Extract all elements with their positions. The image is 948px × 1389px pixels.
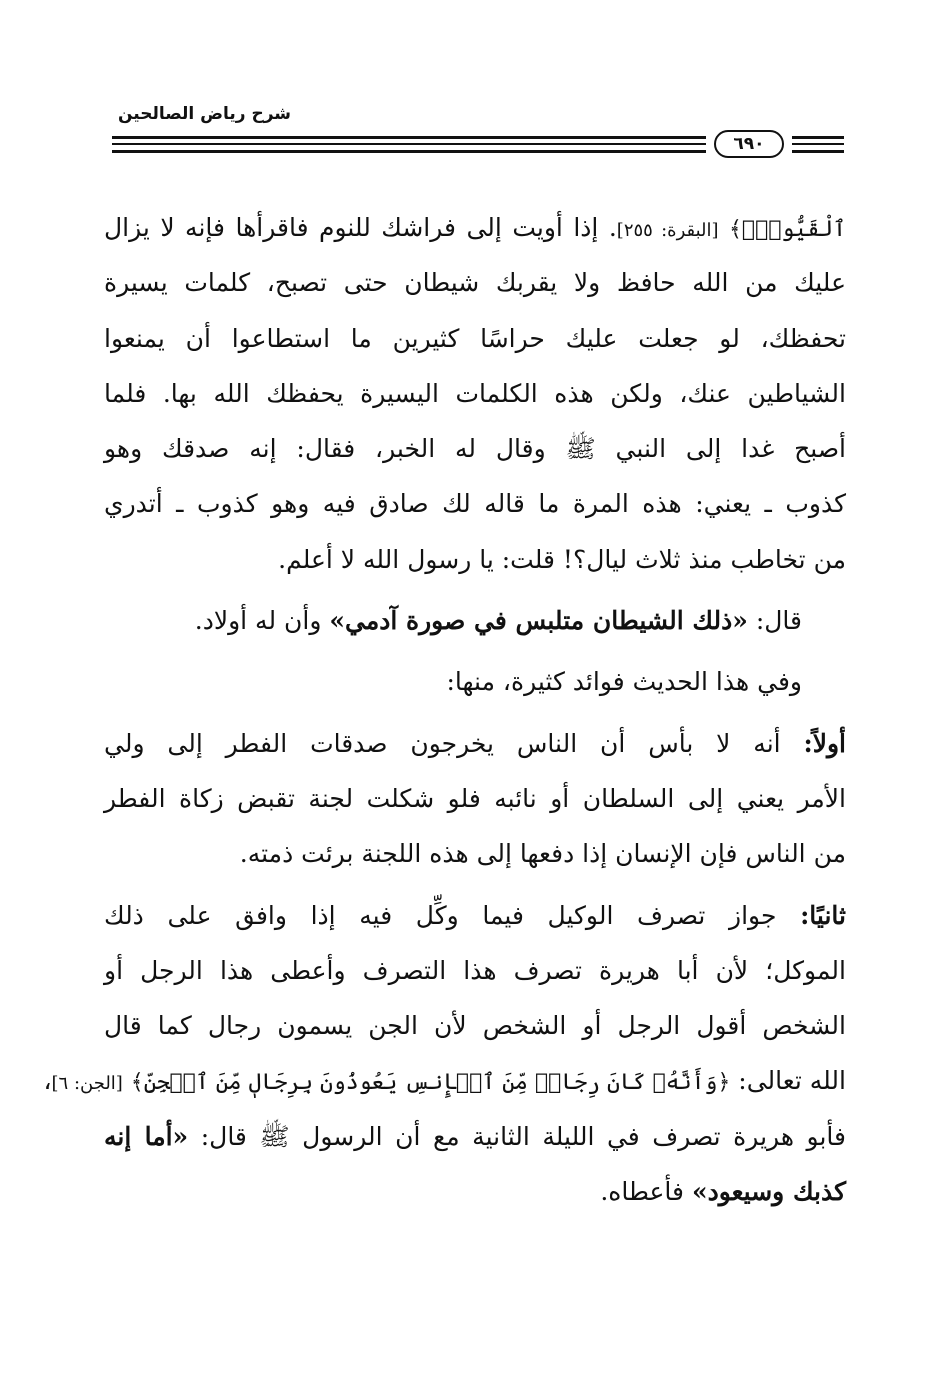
text-line: من الناس فإن الإنسان إذا دفعها إلى هذه اللجنة برئت ذمته. (239, 839, 846, 869)
text-line: كذوب ـ يعني: هذه المرة ما قاله لك صادق فيه وهو كذوب ـ أتدري (104, 489, 846, 519)
verse-reference: [الجن: ٦] (51, 1073, 123, 1095)
text-line: أصبح غدا إلى النبي ﷺ وقال له الخبر، فقال: إنه صدقك وهو (104, 434, 846, 464)
text-line: أولاً: أنه لا بأس أن الناس يخرجون صدقات الفطر إلى ولي (104, 728, 846, 758)
running-title: شرح رياض الصالحين (118, 104, 292, 124)
text-line: من تخاطب منذ ثلاث ليال؟! قلت: يا رسول الله لا أعلم. (278, 544, 846, 574)
text-line: ثانيًا: جواز تصرف الوكيل فيما وكِّل فيه إذا وافق على ذلك (104, 900, 846, 930)
text-line: الشياطين عنك، ولكن هذه الكلمات اليسيرة يحفظك الله بها. فلما (104, 378, 846, 408)
hadith-quote: كذبك وسيعود» (691, 1177, 846, 1207)
quran-verse: ﴿وَأَنَّهُۥ كَانَ رِجَالٞ مِّنَ ٱلۡإِنسِ يَعُوذُونَ بِرِجَالٖ مِّنَ ٱلۡجِنِّ﴾ (130, 1070, 731, 1096)
text-line: الأمر يعني إلى السلطان أو نائبه فلو شكلت لجنة تقبض زكاة الفطر (104, 783, 846, 813)
text-line: كذبك وسيعود» فأعطاه. (600, 1177, 846, 1207)
header-rule (112, 143, 706, 145)
point-label: أولاً: (803, 728, 846, 758)
text-line: عليك من الله حافظ ولا يقربك شيطان حتى تصبح، كلمات يسيرة (104, 268, 846, 298)
header-rule (792, 143, 844, 145)
header-rule (792, 150, 844, 153)
hadith-quote: «ذلك الشيطان متلبس في صورة آدمي» (329, 606, 748, 636)
page-number: ٦٩٠ (714, 130, 784, 158)
text-line: ٱلْقَيُّومُۚ﴾ [البقرة: ٢٥٥]. إذا أويت إلى فراشك للنوم فاقرأها فإنه لا يزال (104, 213, 846, 242)
header-rule (112, 136, 706, 139)
body-text (43, 200, 846, 1219)
text-line: الشخص أقول الرجل أو الشخص لأن الجن يسمون رجال كما قال (104, 1011, 846, 1041)
text-line: قال: «ذلك الشيطان متلبس في صورة آدمي» وأن له أولاد. (194, 606, 802, 636)
text-line: وفي هذا الحديث فوائد كثيرة، منها: (446, 667, 802, 697)
text-line: فأبو هريرة تصرف في الليلة الثانية مع أن الرسول ﷺ قال: «أما إنه (104, 1121, 846, 1151)
text-line: تحفظك، لو جعلت عليك حراسًا كثيرين ما استطاعوا أن يمنعوا (104, 323, 846, 353)
header-rule (112, 150, 706, 153)
text-line: الله تعالى: ﴿وَأَنَّهُۥ كَانَ رِجَالٞ مِّنَ ٱلۡإِنسِ يَعُوذُونَ بِرِجَالٖ مِّنَ ٱلۡجِنِّ﴾ [الجن: ٦]، (43, 1066, 846, 1096)
point-label: ثانيًا: (800, 900, 846, 930)
text-line: الموكل؛ لأن أبا هريرة تصرف هذا التصرف وأعطى هذا الرجل أو (104, 955, 846, 985)
hadith-quote: «أما إنه (104, 1121, 189, 1151)
quran-fragment: ٱلْقَيُّومُۚ﴾ (729, 217, 846, 242)
header-rule (792, 136, 844, 139)
verse-reference: [البقرة: ٢٥٥] (616, 220, 719, 241)
